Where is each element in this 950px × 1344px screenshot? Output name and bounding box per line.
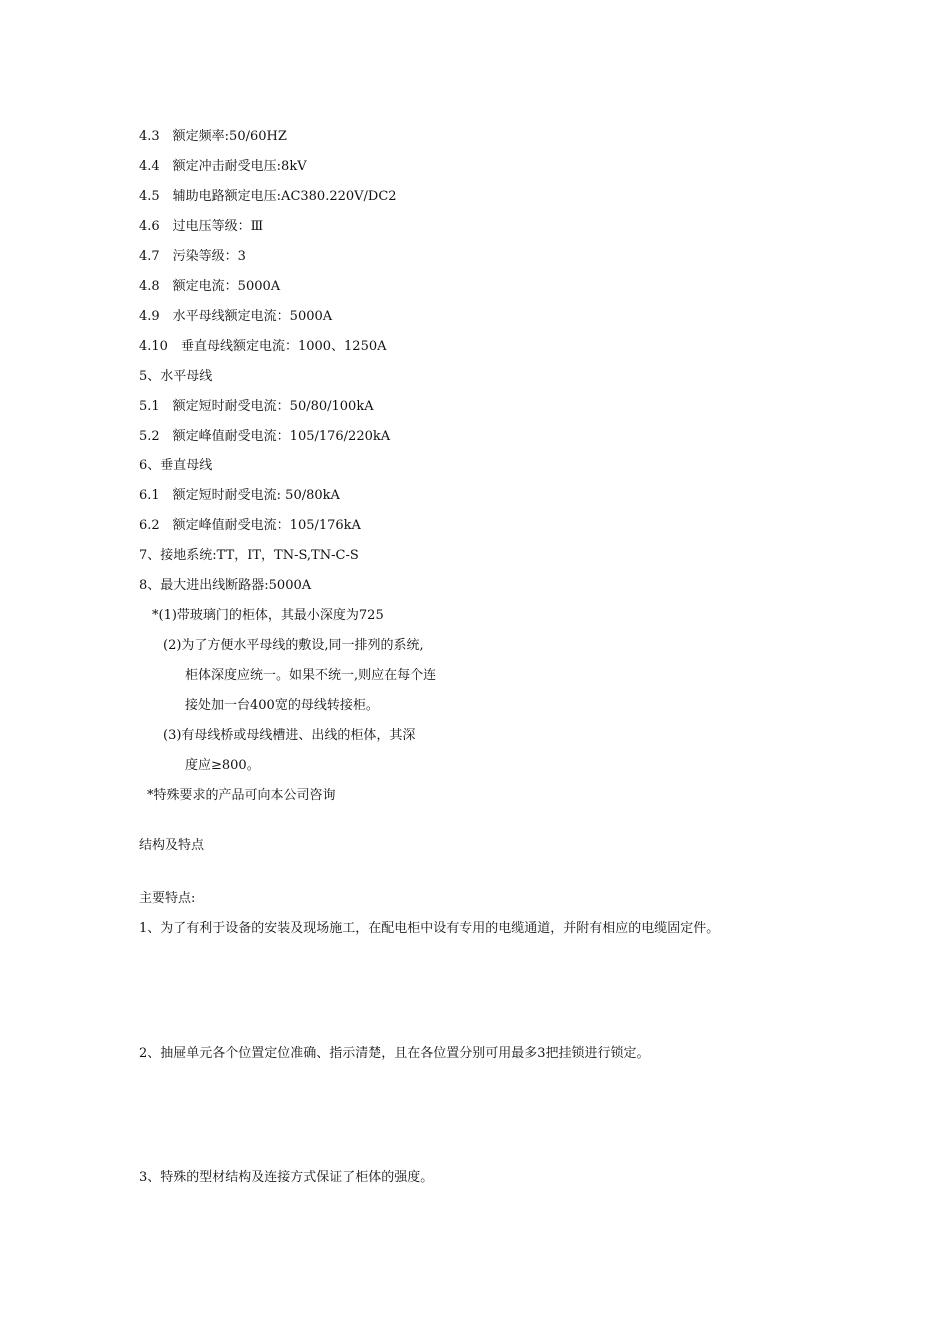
note-line: *特殊要求的产品可向本公司咨询: [147, 788, 336, 803]
feature-item: 2、抽屉单元各个位置定位准确、指示清楚，且在各位置分别可用最多3把挂锁进行锁定。: [139, 1046, 650, 1061]
spec-line: 4.3 额定频率:50/60HZ: [139, 129, 287, 144]
note-line: 度应≥800。: [185, 758, 260, 773]
spec-line: 5.2 额定峰值耐受电流：105/176/220kA: [139, 429, 391, 444]
feature-item: 1、为了有利于设备的安装及现场施工，在配电柜中设有专用的电缆通道，并附有相应的电缆固定件。: [139, 921, 720, 936]
spec-line: 8、最大进出线断路器:5000A: [139, 578, 312, 593]
spec-line: 4.4 额定冲击耐受电压:8kV: [139, 159, 307, 174]
note-line: 柜体深度应统一。如果不统一,则应在每个连: [185, 668, 437, 683]
spec-line: 4.10 垂直母线额定电流：1000、1250A: [139, 339, 387, 354]
note-line: 接处加一台400宽的母线转接柜。: [185, 698, 379, 713]
spec-line: 4.6 过电压等级：Ⅲ: [139, 219, 264, 234]
spec-line: 5.1 额定短时耐受电流：50/80/100kA: [139, 399, 374, 414]
spec-line: 4.9 水平母线额定电流：5000A: [139, 309, 333, 324]
features-title: 主要特点:: [139, 891, 196, 906]
note-line: (2)为了方便水平母线的敷设,同一排列的系统,: [163, 638, 424, 653]
spec-line: 4.7 污染等级：3: [139, 249, 246, 264]
note-line: *(1)带玻璃门的柜体，其最小深度为725: [152, 608, 384, 623]
spec-line: 4.5 辅助电路额定电压:AC380.220V/DC2: [139, 189, 397, 204]
section-title: 结构及特点: [139, 838, 205, 853]
note-line: (3)有母线桥或母线槽进、出线的柜体，其深: [163, 728, 416, 743]
spec-line: 4.8 额定电流：5000A: [139, 279, 281, 294]
spec-line: 6.1 额定短时耐受电流: 50/80kA: [139, 488, 340, 503]
feature-item: 3、特殊的型材结构及连接方式保证了柜体的强度。: [139, 1170, 434, 1185]
section-heading: 5、水平母线: [139, 369, 213, 384]
spec-line: 6.2 额定峰值耐受电流：105/176kA: [139, 518, 361, 533]
section-heading: 6、垂直母线: [139, 458, 213, 473]
spec-line: 7、接地系统:TT，IT，TN-S,TN-C-S: [139, 548, 359, 563]
